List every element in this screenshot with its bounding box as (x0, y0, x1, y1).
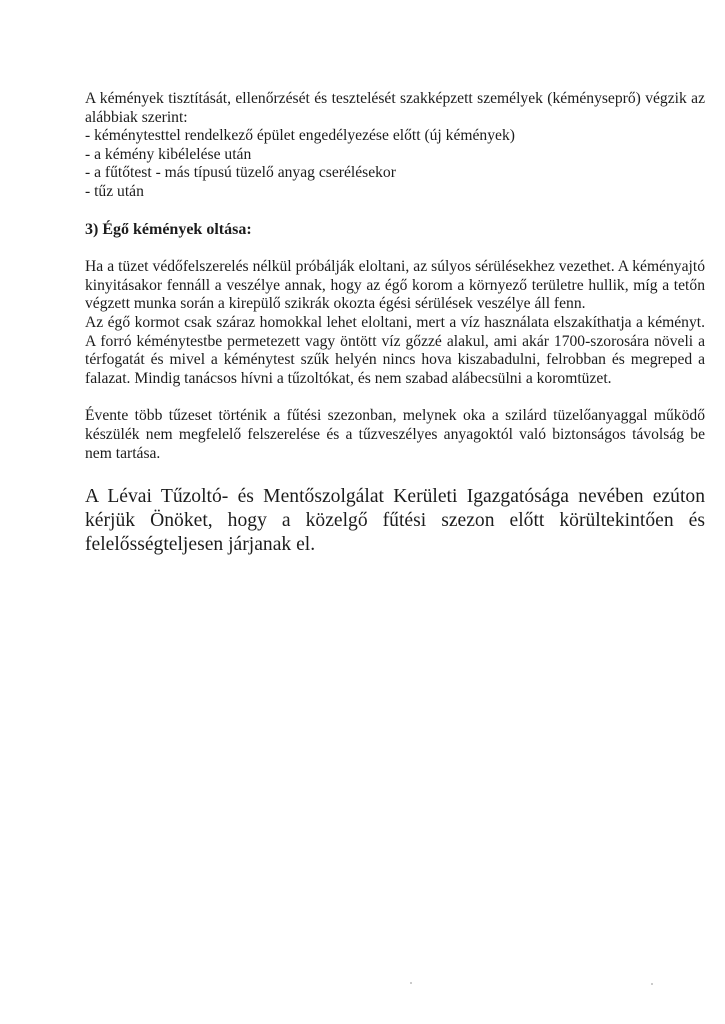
list-item: - kéménytesttel rendelkező épület engedélyezése előtt (új kémények) (85, 127, 515, 145)
intro-paragraph: A kémények tisztítását, ellenőrzését és tesztelését szakképzett személyek (kéményseprő) végzik az alábbiak szerint: (85, 90, 705, 126)
section-paragraph-2: Az égő kormot csak száraz homokkal lehet eloltani, mert a víz használata elszakíthatja a kéményt. A forró kéménytestbe permetezett vagy öntött víz gőzzé alakul, ami akár 1700-szorosára növeli a térfogatát és mivel a kéménytest szűk helyén nincs hova kiszabadulni, felrobban és megreped a falazat. Mindig tanácsos hívni a tűzoltókat, és nem szabad alábecsülni a koromtüzet. (85, 313, 705, 387)
list-item: - tűz után (85, 182, 144, 200)
scan-speck (651, 983, 653, 985)
list-item: - a kémény kibélelése után (85, 145, 252, 163)
scan-speck (410, 982, 412, 984)
section-heading: 3) Égő kémények oltása: (85, 220, 252, 238)
document-page (85, 90, 705, 577)
list-item: - a fűtőtest - más típusú tüzelő anyag cserélésekor (85, 164, 396, 182)
section-paragraph-1: Ha a tüzet védőfelszerelés nélkül próbálják eloltani, az súlyos sérülésekhez vezethet. A kéményajtó kinyitásakor fennáll a veszélye annak, hogy az égő korom a környező területre hullik, míg a tetőn végzett munka során a kirepülő szikrák okozta égési sérülések veszélye áll fenn. (85, 258, 705, 313)
inspection-occasions-list (85, 127, 705, 201)
section-paragraph-3: Évente több tűzeset történik a fűtési szezonban, melynek oka a szilárd tüzelőanyaggal működő készülék nem megfelelő felszerelése és a tűzveszélyes anyagoktól való biztonságos távolság be nem tartása. (85, 407, 705, 462)
closing-paragraph: A Lévai Tűzoltó- és Mentőszolgálat Kerületi Igazgatósága nevében ezúton kérjük Önöket, hogy a közelgő fűtési szezon előtt körültekintően és felelősségteljesen járjanak el. (85, 486, 705, 556)
